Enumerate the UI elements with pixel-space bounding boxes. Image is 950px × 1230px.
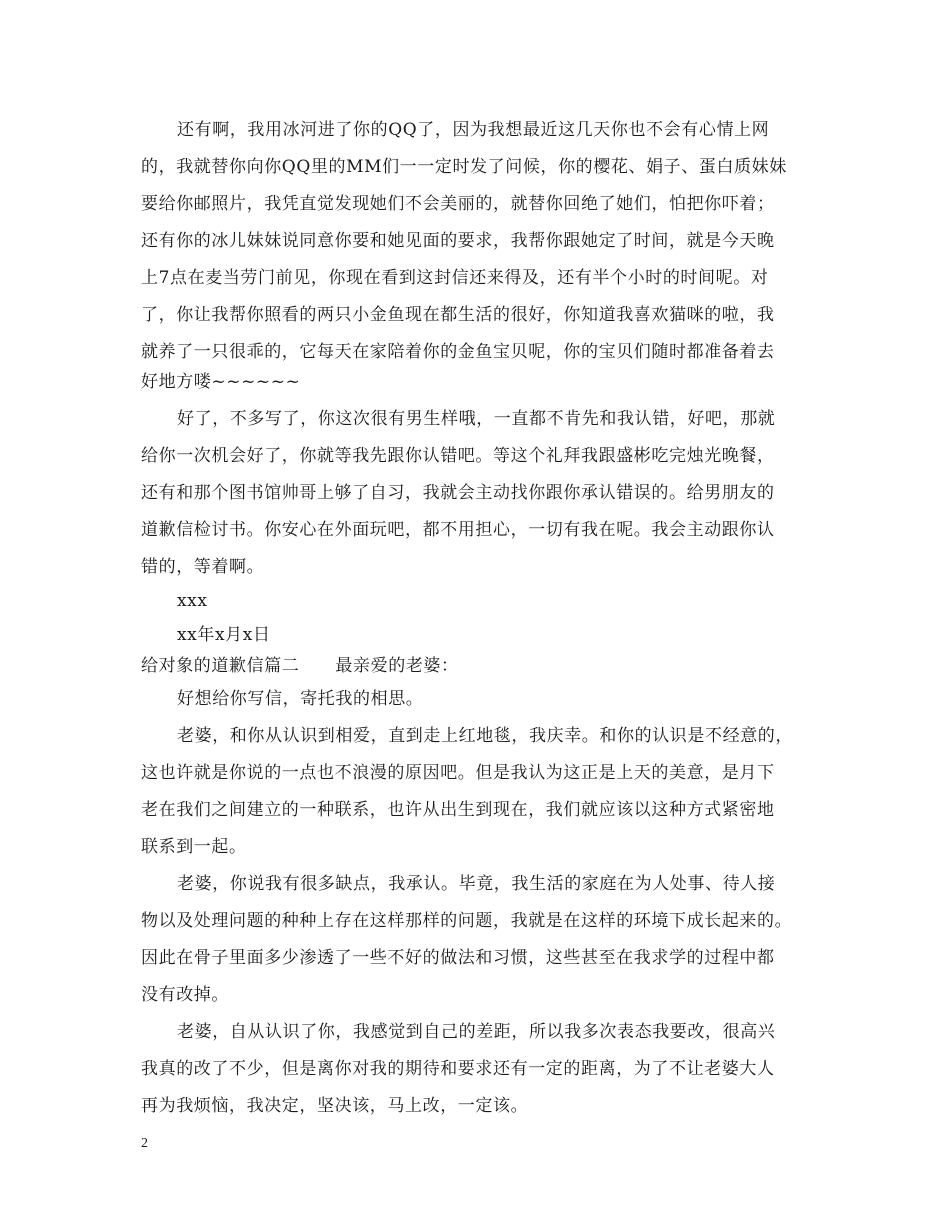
paragraph-5-line-4: 没有改掉。 [141, 985, 229, 1005]
paragraph-2-line-3: 还有和那个图书馆帅哥上够了自习，我就会主动找你跟你承认错误的。给男朋友的 [141, 483, 775, 503]
paragraph-6-line-1: 老婆，自从认识了你，我感觉到自己的差距，所以我多次表态我要改，很高兴 [177, 1022, 776, 1042]
paragraph-6-line-2: 我真的改了不少，但是离你对我的期待和要求还有一定的距离，为了不让老婆大人 [141, 1059, 775, 1079]
paragraph-6-line-3: 再为我烦恼，我决定，坚决该，马上改，一定该。 [141, 1096, 529, 1116]
paragraph-1-line-5: 上7点在麦当劳门前见，你现在看到这封信还来得及，还有半个小时的时间呢。对 [141, 268, 769, 288]
paragraph-1-line-1: 还有啊，我用冰河进了你的QQ了，因为我想最近这几天你也不会有心情上网 [177, 120, 770, 140]
paragraph-2-line-1: 好了，不多写了，你这次很有男生样哦，一直都不肯先和我认错，好吧，那就 [177, 409, 776, 429]
paragraph-3: 好想给你写信，寄托我的相思。 [177, 689, 424, 709]
page-number: 2 [141, 1136, 148, 1151]
paragraph-2-line-4: 道歉信检讨书。你安心在外面玩吧，都不用担心，一切有我在呢。我会主动跟你认 [141, 520, 775, 540]
section-heading-line [141, 656, 459, 676]
paragraph-5-line-1: 老婆，你说我有很多缺点，我承认。毕竟，我生活的家庭在为人处事、待人接 [177, 874, 776, 894]
salutation: 最亲爱的老婆： [335, 656, 459, 676]
paragraph-5-line-2: 物以及处理问题的种种上存在这样那样的问题，我就是在这样的环境下成长起来的。 [141, 911, 793, 931]
paragraph-1-line-2: 的，我就替你向你QQ里的MM们一一定时发了问候，你的樱花、娟子、蛋白质妹妹 [141, 157, 787, 177]
paragraph-2-line-5: 错的，等着啊。 [141, 557, 265, 577]
paragraph-4-line-2: 这也许就是你说的一点也不浪漫的原因吧。但是我认为这正是上天的美意，是月下 [141, 763, 775, 783]
paragraph-1-line-3: 要给你邮照片，我凭直觉发现她们不会美丽的，就替你回绝了她们，怕把你吓着； [141, 194, 775, 214]
paragraph-2-line-2: 给你一次机会好了，你就等我先跟你认错吧。等这个礼拜我跟盛彬吃完烛光晚餐， [141, 446, 775, 466]
paragraph-4-line-3: 老在我们之间建立的一种联系，也许从出生到现在，我们就应该以这种方式紧密地 [141, 800, 775, 820]
paragraph-4-line-4: 联系到一起。 [141, 837, 247, 857]
section-title: 给对象的道歉信篇二 [141, 656, 300, 676]
paragraph-1-line-4: 还有你的冰儿妹妹说同意你要和她见面的要求，我帮你跟她定了时间，就是今天晚 [141, 231, 775, 251]
paragraph-1-line-6: 了，你让我帮你照看的两只小金鱼现在都生活的很好，你知道我喜欢猫咪的啦，我 [141, 305, 775, 325]
paragraph-4-line-1: 老婆，和你从认识到相爱，直到走上红地毯，我庆幸。和你的认识是不经意的， [177, 726, 793, 746]
letter-date: xx年x月x日 [177, 625, 271, 645]
paragraph-5-line-3: 因此在骨子里面多少渗透了一些不好的做法和习惯，这些甚至在我求学的过程中都 [141, 948, 775, 968]
signature: xxx [177, 591, 208, 611]
paragraph-1-line-8: 好地方喽~~~~~~ [141, 372, 301, 392]
paragraph-1-line-7: 就养了一只很乖的，它每天在家陪着你的金鱼宝贝呢，你的宝贝们随时都准备着去 [141, 342, 775, 362]
